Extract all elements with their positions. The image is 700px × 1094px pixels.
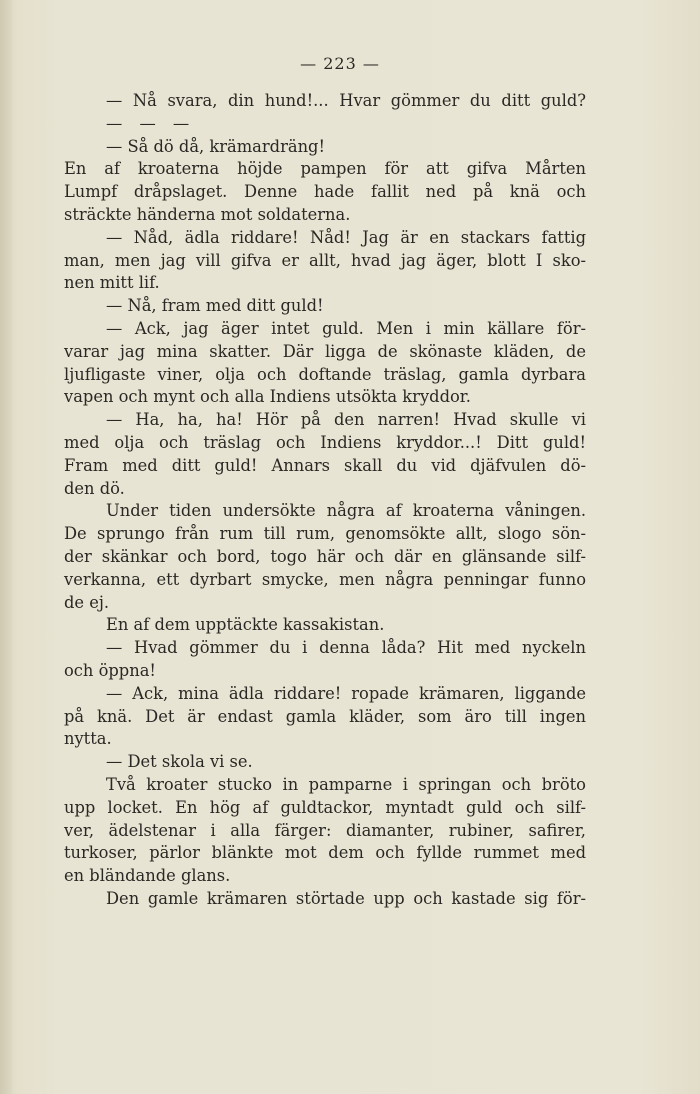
text-line: Under tiden undersökte några af kroaterna våningen.	[106, 501, 586, 521]
text-line: En af dem upptäckte kassakistan.	[106, 615, 385, 635]
text-line: den dö.	[64, 478, 125, 498]
text-line: nen mitt lif.	[64, 273, 160, 293]
text-line: — Nå, fram med ditt guld!	[106, 296, 324, 316]
text-line: man, men jag vill gifva er allt, hvad jag äger, blott I sko-	[64, 250, 586, 270]
text-line: verkanna, ett dyrbart smycke, men några penningar funno	[64, 569, 586, 589]
text-line: Lumpf dråpslaget. Denne hade fallit ned på knä och	[64, 182, 586, 202]
page-spine-shadow	[0, 0, 12, 1094]
text-line: En af kroaterna höjde pampen för att gifva Mårten	[64, 159, 586, 179]
text-line: sträckte händerna mot soldaterna.	[64, 204, 351, 224]
text-line: der skänkar och bord, togo här och där en glänsande silf-	[64, 546, 586, 566]
text-line: upp locket. En hög af guldtackor, myntadt guld och silf-	[64, 797, 586, 817]
text-line: De sprungo från rum till rum, genomsökte allt, slogo sön-	[64, 524, 586, 544]
text-line: vapen och mynt och alla Indiens utsökta kryddor.	[64, 387, 471, 407]
text-line: Den gamle krämaren störtade upp och kastade sig för-	[106, 888, 586, 908]
text-line: varar jag mina skatter. Där ligga de skönaste kläden, de	[64, 341, 586, 361]
text-line: — Nåd, ädla riddare! Nåd! Jag är en stackars fattig	[106, 227, 586, 247]
page-number: — 223 —	[300, 54, 380, 73]
text-line: — Ack, mina ädla riddare! ropade krämaren, liggande	[106, 683, 586, 703]
text-line: turkoser, pärlor blänkte mot dem och fyllde rummet med	[64, 843, 586, 863]
text-line: nytta.	[64, 729, 112, 749]
text-line: och öppna!	[64, 660, 156, 680]
text-line: en bländande glans.	[64, 866, 231, 886]
text-line: Fram med ditt guld! Annars skall du vid djäfvulen dö-	[64, 455, 586, 475]
text-line: — Ack, jag äger intet guld. Men i min källare för-	[106, 318, 586, 338]
text-line: — Ha, ha, ha! Hör på den narren! Hvad skulle vi	[106, 410, 586, 430]
section-break: — — —	[106, 113, 196, 133]
text-line: Två kroater stucko in pamparne i springan och bröto	[106, 774, 586, 794]
text-line: de ej.	[64, 592, 110, 612]
text-line: ver, ädelstenar i alla färger: diamanter, rubiner, safirer,	[64, 820, 586, 840]
text-line: på knä. Det är endast gamla kläder, som äro till ingen	[64, 706, 586, 726]
text-line: med olja och träslag och Indiens kryddor...! Ditt guld!	[64, 432, 586, 452]
text-line: — Så dö då, krämardräng!	[106, 136, 326, 156]
text-line: — Nå svara, din hund!... Hvar gömmer du ditt guld?	[106, 91, 586, 110]
text-line: — Hvad gömmer du i denna låda? Hit med nyckeln	[106, 638, 586, 658]
text-line: — Det skola vi se.	[106, 752, 253, 772]
text-line: ljufligaste viner, olja och doftande träslag, gamla dyrbara	[64, 364, 586, 384]
body-text	[64, 90, 586, 911]
